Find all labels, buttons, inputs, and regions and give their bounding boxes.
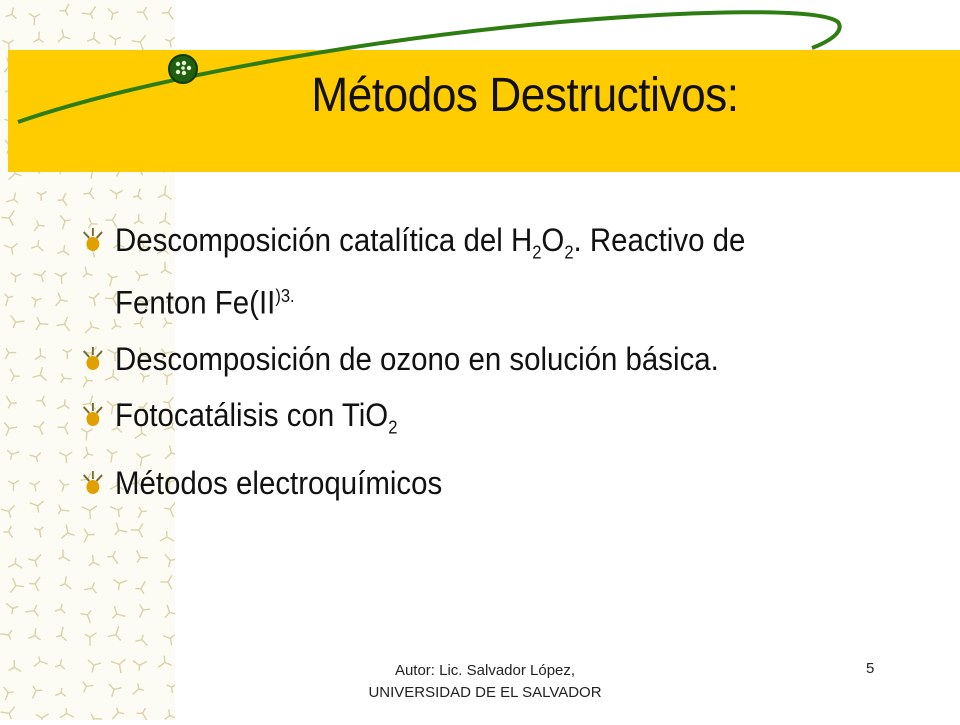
- pattern-stroke: [61, 604, 62, 609]
- pattern-stroke: [116, 635, 121, 641]
- pattern-stroke: [42, 396, 44, 401]
- pattern-stroke: [117, 614, 126, 616]
- pattern-stroke: [86, 685, 93, 686]
- pattern-stroke: [61, 627, 63, 635]
- pattern-stroke: [9, 707, 15, 714]
- pattern-stroke: [141, 589, 144, 594]
- pattern-stroke: [84, 588, 92, 590]
- bullet-item: Fotocatálisis con TiO$_2$: [80, 393, 834, 449]
- pattern-stroke: [7, 450, 12, 454]
- pattern-stroke: [66, 452, 72, 456]
- pattern-stroke: [9, 505, 15, 511]
- pattern-stroke: [40, 527, 44, 530]
- pattern-stroke: [63, 200, 67, 206]
- pattern-stroke: [57, 324, 65, 325]
- pattern-stroke: [8, 564, 15, 568]
- pattern-stroke: [14, 667, 21, 671]
- pattern-stroke: [40, 530, 41, 538]
- pattern-stroke: [35, 481, 40, 485]
- footer-author: [330, 660, 640, 704]
- pattern-stroke: [15, 564, 22, 568]
- pattern-stroke: [87, 615, 90, 623]
- footer-line-2: UNIVERSIDAD DE EL SALVADOR: [330, 682, 640, 704]
- pattern-stroke: [113, 614, 117, 618]
- pattern-stroke: [9, 532, 13, 538]
- pattern-stroke: [65, 220, 70, 221]
- pattern-stroke: [35, 584, 38, 591]
- pattern-stroke: [34, 225, 39, 231]
- pattern-stroke: [28, 559, 35, 561]
- pattern-stroke: [164, 656, 165, 663]
- pattern-stroke: [13, 606, 19, 608]
- pattern-stroke: [38, 246, 44, 251]
- pattern-stroke: [137, 550, 141, 557]
- pattern-stroke: [108, 635, 116, 637]
- pattern-stroke: [84, 686, 87, 692]
- pattern-stroke: [170, 559, 175, 560]
- bullet-item: Métodos electroquímicos: [80, 461, 834, 505]
- pattern-stroke: [81, 614, 88, 615]
- pattern-stroke: [65, 576, 66, 584]
- pattern-stroke: [89, 562, 94, 565]
- pattern-stroke: [84, 535, 88, 543]
- pattern-stroke: [61, 635, 67, 640]
- pattern-stroke: [117, 708, 119, 713]
- pattern-stroke: [165, 186, 166, 195]
- pattern-stroke: [63, 193, 66, 200]
- pattern-stroke: [10, 273, 15, 277]
- pattern-stroke: [138, 196, 142, 200]
- pattern-stroke: [15, 276, 16, 282]
- pattern-stroke: [94, 663, 101, 665]
- pattern-stroke: [16, 274, 21, 277]
- pattern-stroke: [139, 689, 144, 691]
- bullet-list: [80, 218, 900, 517]
- starburst-bullet-icon: [80, 226, 106, 254]
- pattern-stroke: [61, 378, 64, 383]
- pattern-stroke: [165, 612, 170, 617]
- pattern-stroke: [41, 276, 43, 282]
- pattern-stroke: [8, 403, 11, 408]
- pattern-stroke: [9, 713, 11, 719]
- bullet-item: Descomposición catalítica del $H_2O_2$. Reactivo de Fenton $Fe(II^{)3.}$: [80, 218, 834, 325]
- pattern-stroke: [114, 579, 120, 583]
- pattern-stroke: [165, 716, 170, 720]
- pattern-stroke: [35, 577, 40, 584]
- pattern-stroke: [65, 405, 70, 408]
- pattern-stroke: [119, 664, 121, 673]
- pattern-stroke: [11, 376, 14, 381]
- pattern-stroke: [138, 189, 140, 196]
- pattern-stroke: [12, 243, 18, 248]
- pattern-stroke: [9, 667, 15, 670]
- pattern-stroke: [36, 453, 40, 457]
- pattern-stroke: [4, 687, 9, 693]
- pattern-stroke: [59, 480, 64, 485]
- pattern-stroke: [85, 634, 90, 637]
- pattern-stroke: [35, 636, 41, 640]
- pattern-stroke: [112, 712, 118, 718]
- page-number: 5: [866, 660, 874, 677]
- pattern-stroke: [35, 628, 36, 636]
- pattern-stroke: [41, 271, 45, 276]
- pattern-stroke: [37, 220, 39, 225]
- pattern-stroke: [36, 457, 37, 462]
- pattern-stroke: [143, 609, 150, 610]
- pattern-stroke: [34, 605, 36, 611]
- pattern-stroke: [109, 684, 114, 689]
- pattern-stroke: [170, 716, 175, 718]
- pattern-stroke: [13, 578, 16, 585]
- pattern-stroke: [8, 296, 13, 297]
- pattern-stroke: [30, 503, 38, 506]
- pattern-stroke: [41, 356, 46, 358]
- pattern-stroke: [93, 562, 99, 565]
- pattern-stroke: [38, 506, 39, 513]
- pattern-stroke: [40, 367, 42, 375]
- starburst-bullet-icon: [80, 469, 106, 497]
- pattern-stroke: [110, 190, 117, 194]
- pattern-stroke: [64, 378, 72, 379]
- pattern-stroke: [170, 638, 171, 645]
- pattern-stroke: [56, 300, 61, 306]
- pattern-stroke: [37, 192, 42, 195]
- pattern-stroke: [5, 353, 8, 359]
- pattern-stroke: [35, 301, 36, 308]
- pattern-stroke: [40, 427, 43, 435]
- pattern-stroke: [57, 251, 63, 253]
- pattern-stroke: [56, 635, 61, 636]
- pattern-stroke: [65, 584, 71, 589]
- starburst-bullet-icon: [80, 401, 106, 429]
- pattern-stroke: [84, 193, 90, 194]
- pattern-stroke: [14, 199, 18, 203]
- pattern-stroke: [84, 529, 88, 535]
- pattern-stroke: [67, 714, 74, 718]
- pattern-stroke: [60, 714, 66, 718]
- pattern-stroke: [90, 188, 92, 193]
- pattern-stroke: [9, 511, 11, 517]
- pattern-stroke: [40, 375, 46, 381]
- pattern-stroke: [92, 588, 96, 593]
- pattern-stroke: [140, 605, 144, 610]
- pattern-stroke: [61, 688, 62, 693]
- pattern-stroke: [37, 317, 40, 324]
- pattern-stroke: [35, 554, 41, 560]
- pattern-stroke: [158, 662, 165, 667]
- pattern-stroke: [34, 611, 38, 617]
- pattern-stroke: [11, 315, 16, 322]
- pattern-stroke: [5, 294, 8, 298]
- pattern-stroke: [90, 193, 94, 199]
- pattern-stroke: [114, 606, 116, 614]
- pattern-stroke: [64, 484, 69, 485]
- pattern-stroke: [116, 523, 119, 531]
- pattern-stroke: [165, 194, 172, 199]
- pattern-stroke: [32, 691, 36, 699]
- pattern-stroke: [11, 454, 12, 459]
- pattern-stroke: [65, 422, 68, 427]
- pattern-stroke: [117, 190, 123, 193]
- pattern-stroke: [11, 586, 16, 593]
- pattern-stroke: [119, 580, 126, 583]
- pattern-stroke: [25, 611, 34, 612]
- pattern-stroke: [163, 636, 170, 639]
- pattern-stroke: [141, 581, 145, 588]
- pattern-stroke: [0, 634, 8, 635]
- pattern-stroke: [36, 324, 40, 330]
- pattern-stroke: [113, 557, 118, 564]
- pattern-stroke: [138, 684, 139, 689]
- pattern-stroke: [139, 524, 143, 531]
- pattern-stroke: [167, 605, 170, 613]
- pattern-stroke: [55, 609, 61, 611]
- pattern-stroke: [41, 192, 47, 195]
- pattern-stroke: [60, 584, 65, 586]
- pattern-stroke: [42, 714, 49, 718]
- pattern-stroke: [87, 610, 91, 614]
- pattern-stroke: [137, 558, 140, 563]
- pattern-stroke: [35, 485, 36, 491]
- pattern-stroke: [29, 483, 34, 485]
- pattern-stroke: [6, 396, 11, 403]
- pattern-stroke: [158, 194, 165, 197]
- pattern-stroke: [133, 661, 139, 665]
- pattern-stroke: [40, 661, 48, 663]
- pattern-stroke: [39, 656, 40, 661]
- pattern-stroke: [83, 682, 86, 687]
- pattern-stroke: [61, 273, 66, 277]
- pattern-stroke: [6, 297, 8, 306]
- pattern-stroke: [160, 537, 167, 541]
- pattern-stroke: [59, 557, 63, 559]
- pattern-stroke: [140, 662, 147, 666]
- pattern-stroke: [36, 714, 42, 717]
- pattern-stroke: [167, 685, 172, 687]
- pattern-stroke: [55, 273, 62, 276]
- pattern-stroke: [93, 555, 94, 562]
- pattern-stroke: [167, 537, 174, 541]
- pattern-stroke: [64, 324, 69, 331]
- pattern-stroke: [33, 686, 36, 691]
- pattern-stroke: [58, 293, 61, 300]
- pattern-stroke: [58, 200, 63, 201]
- pattern-stroke: [13, 322, 16, 328]
- pattern-stroke: [12, 609, 13, 615]
- pattern-stroke: [61, 533, 67, 538]
- pattern-stroke: [4, 245, 11, 248]
- pattern-stroke: [63, 557, 70, 561]
- pattern-stroke: [8, 692, 13, 693]
- pattern-stroke: [168, 560, 170, 567]
- pattern-stroke: [9, 635, 11, 640]
- pattern-stroke: [38, 240, 39, 246]
- pattern-stroke: [33, 375, 41, 377]
- pattern-stroke: [62, 221, 65, 229]
- pattern-stroke: [64, 245, 65, 251]
- pattern-stroke: [165, 662, 172, 665]
- pattern-stroke: [92, 665, 94, 672]
- pattern-stroke: [91, 714, 94, 719]
- pattern-stroke: [165, 554, 171, 560]
- pattern-stroke: [111, 661, 119, 664]
- pattern-stroke: [33, 426, 40, 427]
- pattern-stroke: [12, 248, 13, 254]
- pattern-stroke: [143, 708, 146, 713]
- pattern-stroke: [61, 510, 69, 511]
- pattern-stroke: [133, 196, 138, 197]
- footer-line-1: Autor: Lic. Salvador López,: [330, 660, 640, 682]
- pattern-stroke: [32, 297, 36, 301]
- pattern-stroke: [13, 481, 19, 484]
- starburst-bullet-icon: [80, 345, 106, 373]
- pattern-stroke: [61, 373, 63, 378]
- pattern-stroke: [59, 452, 66, 455]
- pattern-stroke: [68, 533, 75, 535]
- pattern-stroke: [63, 350, 68, 353]
- pattern-stroke: [35, 561, 37, 568]
- pattern-stroke: [1, 218, 9, 219]
- pattern-stroke: [8, 481, 13, 484]
- pattern-stroke: [9, 526, 12, 532]
- pattern-stroke: [12, 452, 20, 454]
- pattern-stroke: [14, 193, 15, 200]
- pattern-stroke: [4, 422, 9, 428]
- pattern-stroke: [40, 422, 44, 428]
- pattern-stroke: [16, 321, 25, 322]
- pattern-stroke: [9, 218, 13, 225]
- pattern-stroke: [38, 501, 44, 506]
- pattern-stroke: [1, 509, 9, 511]
- pattern-stroke: [61, 609, 65, 613]
- pattern-stroke: [67, 349, 72, 352]
- pattern-stroke: [142, 640, 148, 646]
- pattern-stroke: [139, 530, 143, 537]
- pattern-stroke: [170, 634, 175, 638]
- pattern-stroke: [92, 582, 94, 588]
- pattern-stroke: [34, 528, 39, 530]
- pattern-stroke: [112, 689, 114, 696]
- pattern-stroke: [135, 640, 141, 642]
- pattern-stroke: [40, 324, 48, 325]
- pattern-stroke: [168, 575, 172, 582]
- pattern-stroke: [6, 603, 13, 608]
- pattern-stroke: [39, 225, 45, 226]
- pattern-stroke: [57, 405, 65, 409]
- pattern-stroke: [61, 693, 66, 696]
- pattern-stroke: [6, 348, 9, 353]
- pattern-stroke: [113, 551, 116, 556]
- pattern-stroke: [5, 693, 8, 701]
- pattern-stroke: [55, 693, 61, 696]
- pattern-stroke: [36, 298, 42, 300]
- pattern-stroke: [6, 428, 9, 435]
- pattern-stroke: [66, 524, 68, 532]
- pattern-stroke: [28, 636, 35, 639]
- pattern-stroke: [9, 630, 12, 634]
- pattern-stroke: [142, 635, 143, 640]
- pattern-stroke: [115, 530, 119, 535]
- pattern-stroke: [116, 626, 119, 634]
- pattern-stroke: [60, 665, 64, 669]
- pattern-stroke: [169, 709, 170, 715]
- pattern-stroke: [9, 427, 17, 428]
- pattern-stroke: [133, 689, 139, 695]
- pattern-stroke: [119, 584, 120, 591]
- pattern-stroke: [10, 369, 14, 376]
- pattern-stroke: [90, 633, 97, 637]
- pattern-stroke: [1, 712, 10, 713]
- pattern-stroke: [58, 510, 61, 514]
- pattern-stroke: [60, 215, 65, 220]
- pattern-stroke: [172, 684, 175, 687]
- pattern-stroke: [16, 586, 24, 587]
- pattern-stroke: [119, 659, 125, 664]
- pattern-stroke: [64, 251, 69, 255]
- pattern-stroke: [140, 610, 144, 618]
- pattern-stroke: [61, 300, 68, 301]
- pattern-stroke: [55, 665, 60, 667]
- pattern-stroke: [62, 485, 64, 491]
- pattern-stroke: [59, 505, 61, 510]
- pattern-stroke: [114, 688, 121, 690]
- pattern-stroke: [65, 427, 69, 434]
- pattern-stroke: [60, 659, 61, 665]
- pattern-stroke: [168, 582, 172, 589]
- pattern-stroke: [170, 612, 175, 613]
- pattern-stroke: [6, 199, 14, 202]
- pattern-stroke: [33, 274, 41, 276]
- pattern-stroke: [119, 530, 128, 532]
- pattern-stroke: [143, 713, 147, 720]
- pattern-stroke: [31, 246, 37, 248]
- pattern-stroke: [9, 210, 14, 218]
- pattern-stroke: [64, 317, 67, 324]
- pattern-stroke: [42, 401, 46, 407]
- pattern-stroke: [40, 348, 41, 356]
- pattern-stroke: [118, 712, 124, 713]
- pattern-stroke: [35, 356, 41, 360]
- slide-title: Métodos Destructivos:: [42, 68, 960, 123]
- pattern-stroke: [34, 661, 40, 666]
- pattern-stroke: [88, 660, 94, 665]
- bullet-item: Descomposición de ozono en solución básica.: [80, 337, 834, 381]
- pattern-stroke: [30, 455, 37, 457]
